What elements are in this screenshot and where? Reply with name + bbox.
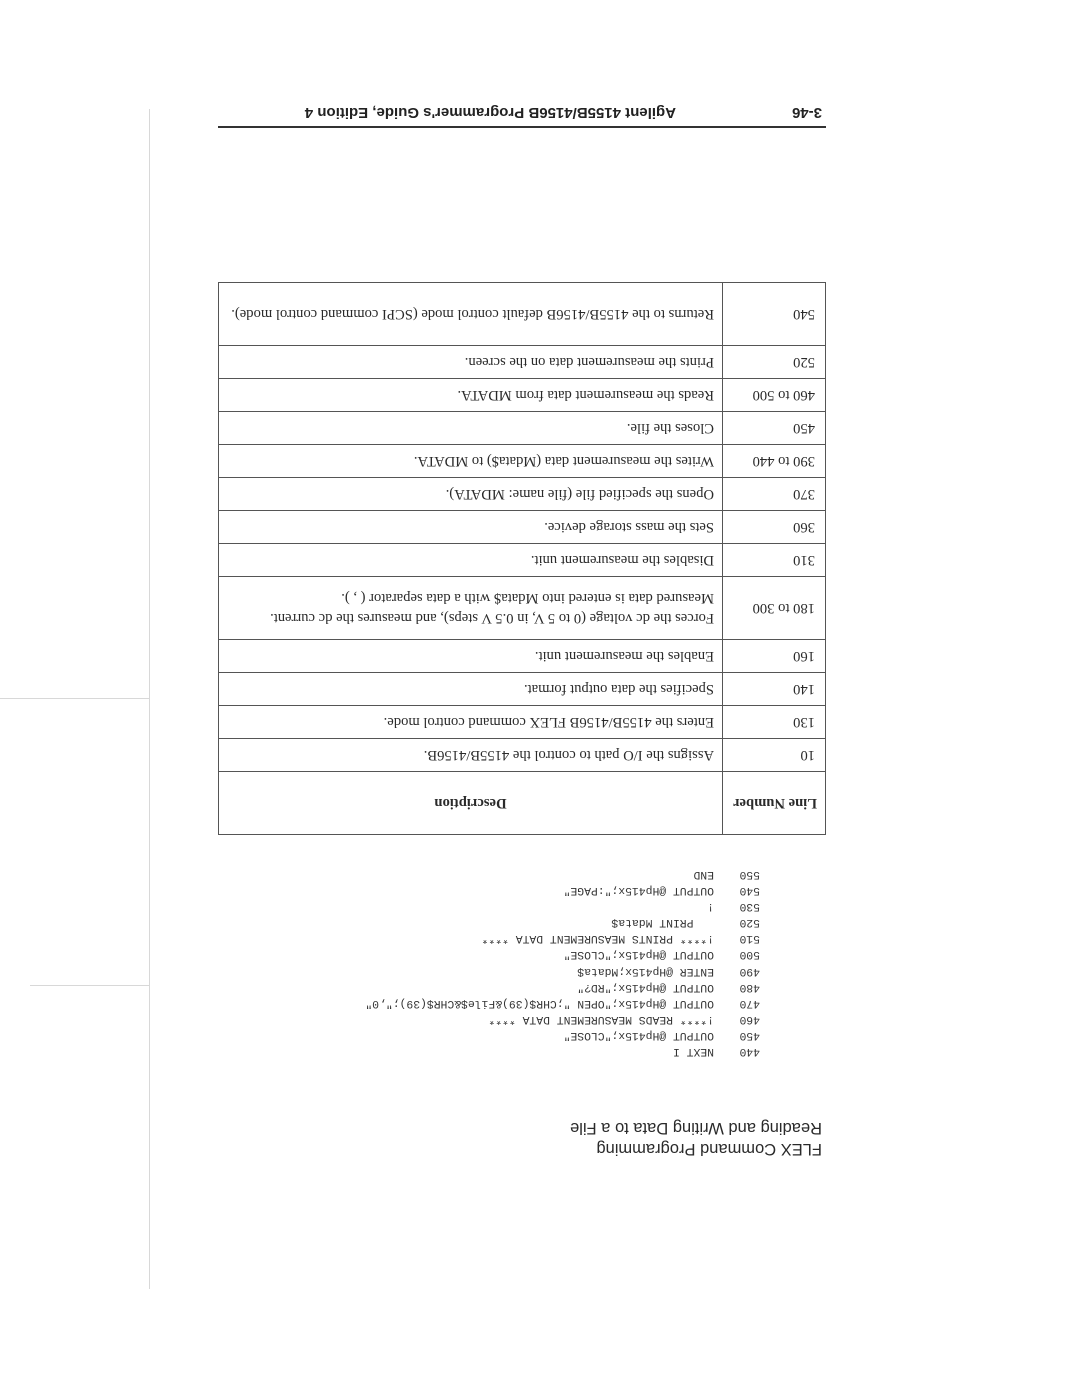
table-row	[219, 673, 826, 706]
code-line	[365, 1027, 760, 1043]
chapter-header	[570, 1117, 822, 1159]
code-line-number: 470	[739, 996, 760, 1009]
code-line-text: !**** READS MEASUREMENT DATA ****	[488, 1012, 714, 1025]
chapter-title: FLEX Command Programming	[596, 1140, 822, 1158]
code-line	[365, 930, 760, 946]
table-header-row	[219, 772, 826, 835]
code-line-text: NEXT I	[672, 1045, 714, 1057]
code-line-text: ENTER @Hp415x;Mdata$	[577, 964, 714, 977]
description-cell: Forces the dc voltage (0 to 5 V, in 0.5 V steps), and measures the dc current. Measured data is entered into Mdata$ with a data separator ( , ).	[219, 577, 723, 640]
code-line-number: 510	[739, 932, 760, 945]
line-number-cell: 180 to 300	[723, 577, 826, 640]
table-row	[219, 478, 826, 511]
code-line	[365, 914, 760, 930]
line-description-table	[218, 282, 826, 835]
line-number-cell: 130	[723, 706, 826, 739]
description-cell: Writes the measurement data (Mdata$) to MDATA.	[219, 445, 723, 478]
code-line	[365, 898, 760, 914]
line-number-cell: 370	[723, 478, 826, 511]
table-row	[219, 577, 826, 640]
code-line-number: 480	[739, 980, 760, 993]
table-row	[219, 739, 826, 772]
page-number: 3-46	[791, 104, 822, 121]
scan-margin-line	[149, 109, 150, 1289]
description-cell: Assigns the I/O path to control the 4155B/4156B.	[219, 739, 723, 772]
description-cell: Closes the file.	[219, 412, 723, 445]
code-line-number: 440	[739, 1045, 760, 1057]
scan-margin-line	[30, 985, 150, 986]
code-line-number: 540	[739, 884, 760, 897]
description-cell: Disables the measurement unit.	[219, 544, 723, 577]
table-row	[219, 706, 826, 739]
line-number-cell: 360	[723, 511, 826, 544]
table-row	[219, 412, 826, 445]
table-row	[219, 640, 826, 673]
code-line	[365, 962, 760, 978]
code-listing	[365, 866, 760, 1059]
description-cell: Returns to the 4155B/4156B default control mode (SCPI command control mode).	[219, 283, 723, 346]
code-line-number: 450	[739, 1028, 760, 1041]
code-line	[365, 866, 760, 882]
code-line	[365, 882, 760, 898]
code-line-text: OUTPUT @Hp415x;":PAGE"	[563, 884, 714, 897]
table-row	[219, 283, 826, 346]
line-number-cell: 520	[723, 346, 826, 379]
description-cell: Enables the measurement unit.	[219, 640, 723, 673]
code-line-number: 490	[739, 964, 760, 977]
code-line	[365, 1011, 760, 1027]
scan-margin-line	[0, 698, 150, 699]
code-line-text: OUTPUT @Hp415x;"CLOSE"	[563, 1028, 714, 1041]
code-line-number: 500	[739, 948, 760, 961]
table-row	[219, 544, 826, 577]
code-line	[365, 946, 760, 962]
line-number-cell: 140	[723, 673, 826, 706]
line-number-cell: 10	[723, 739, 826, 772]
table-row	[219, 346, 826, 379]
description-cell: Opens the specified file (file name: MDATA).	[219, 478, 723, 511]
code-line-text: OUTPUT @Hp415x;"CLOSE"	[563, 948, 714, 961]
line-number-cell: 160	[723, 640, 826, 673]
code-line-text: !	[707, 900, 714, 913]
code-line-number: 460	[739, 1012, 760, 1025]
column-header-description: Description	[219, 772, 723, 835]
code-line-text: END	[693, 867, 714, 880]
table-row	[219, 379, 826, 412]
code-line-text: OUTPUT @Hp415x;"OPEN ";CHR$(39)&File$&CHR$(39);",0"	[365, 996, 714, 1009]
code-line-text: !**** PRINTS MEASUREMENT DATA ****	[481, 932, 714, 945]
line-number-cell: 460 to 500	[723, 379, 826, 412]
column-header-line-number: Line Number	[723, 772, 826, 835]
line-number-cell: 450	[723, 412, 826, 445]
code-line-text: PRINT Mdata$	[611, 916, 714, 929]
code-line-number: 520	[739, 916, 760, 929]
section-title: Reading and Writing Data to a File	[570, 1119, 822, 1137]
table-row	[219, 511, 826, 544]
line-number-cell: 310	[723, 544, 826, 577]
code-line	[365, 1043, 760, 1059]
code-line	[365, 979, 760, 995]
description-cell: Specifies the data output format.	[219, 673, 723, 706]
description-cell: Prints the measurement data on the screen.	[219, 346, 723, 379]
book-title: Agilent 4155B/4156B Programmer's Guide, Edition 4	[304, 104, 676, 121]
line-number-cell: 390 to 440	[723, 445, 826, 478]
code-line-number: 550	[739, 867, 760, 880]
code-line-text: OUTPUT @Hp415x;"RD?"	[577, 980, 714, 993]
footer-rule	[218, 127, 826, 129]
description-cell: Enters the 4155B/4156B FLEX command control mode.	[219, 706, 723, 739]
description-cell: Sets the mass storage device.	[219, 511, 723, 544]
code-line	[365, 995, 760, 1011]
description-cell: Reads the measurement data from MDATA.	[219, 379, 723, 412]
line-number-cell: 540	[723, 283, 826, 346]
table-row	[219, 445, 826, 478]
code-line-number: 530	[739, 900, 760, 913]
